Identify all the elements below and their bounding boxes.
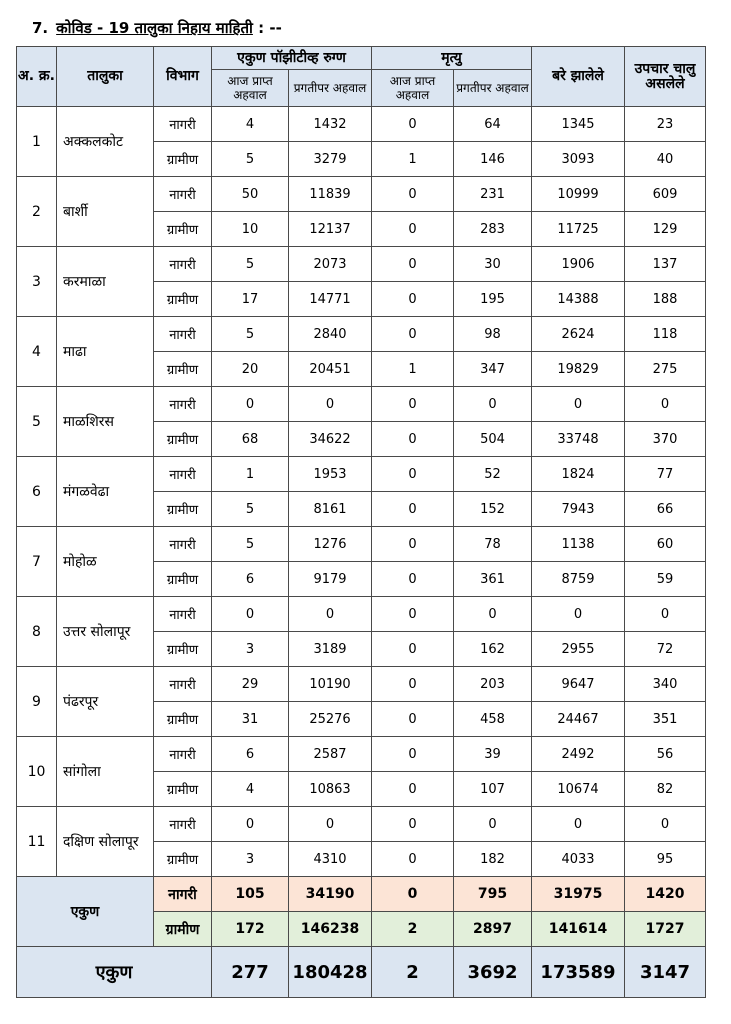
table-row (17, 597, 706, 632)
cell-urban: 231 (454, 177, 532, 212)
cell-rural: 5 (212, 492, 289, 527)
grand-total-cell: 277 (212, 947, 289, 998)
section-heading (32, 18, 282, 38)
grand-total-cell: 180428 (289, 947, 372, 998)
cell-urban: 0 (289, 387, 372, 422)
cell-urban: 0 (372, 387, 454, 422)
cell-rural: 3189 (289, 632, 372, 667)
table-row (17, 177, 706, 212)
header-deaths-progressive: प्रगतीपर अहवाल (454, 70, 532, 107)
cell-rural: 24467 (532, 702, 625, 737)
cell-rural: 9179 (289, 562, 372, 597)
row-sr: 3 (17, 247, 57, 317)
table-row (17, 387, 706, 422)
cell-urban: 0 (454, 807, 532, 842)
table-row (17, 457, 706, 492)
row-sr: 6 (17, 457, 57, 527)
cell-urban: 0 (532, 807, 625, 842)
cell-rural: 0 (372, 212, 454, 247)
cell-rural: 33748 (532, 422, 625, 457)
row-taluka: माढा (57, 317, 154, 387)
cell-rural: 59 (625, 562, 706, 597)
cell-urban: 203 (454, 667, 532, 702)
row-sr: 1 (17, 107, 57, 177)
cell-rural: 0 (372, 492, 454, 527)
cell-rural: 4310 (289, 842, 372, 877)
header-taluka: तालुका (57, 47, 154, 107)
header-positive: एकुण पॉझीटीव्ह रुग्ण (212, 47, 372, 70)
cell-rural: 182 (454, 842, 532, 877)
grand-total-row (17, 947, 706, 998)
cell-urban: 0 (454, 387, 532, 422)
cell-urban: 0 (372, 247, 454, 282)
cell-rural: 0 (372, 562, 454, 597)
total-cell-rural: 1727 (625, 912, 706, 947)
cell-urban: 0 (372, 667, 454, 702)
cell-rural: 12137 (289, 212, 372, 247)
total-cell-rural: 2 (372, 912, 454, 947)
header-positive-progressive: प्रगतीपर अहवाल (289, 70, 372, 107)
cell-urban: 0 (372, 177, 454, 212)
row-vibhag-rural: ग्रामीण (154, 212, 212, 247)
cell-rural: 162 (454, 632, 532, 667)
cell-urban: 77 (625, 457, 706, 492)
cell-rural: 25276 (289, 702, 372, 737)
cell-rural: 14388 (532, 282, 625, 317)
cell-rural: 10674 (532, 772, 625, 807)
row-vibhag-urban: नागरी (154, 177, 212, 212)
cell-rural: 4033 (532, 842, 625, 877)
row-vibhag-urban: नागरी (154, 667, 212, 702)
row-vibhag-rural: ग्रामीण (154, 702, 212, 737)
header-positive-today: आज प्राप्त अहवाल (212, 70, 289, 107)
cell-urban: 0 (372, 317, 454, 352)
cell-urban: 0 (212, 807, 289, 842)
cell-rural: 31 (212, 702, 289, 737)
cell-urban: 0 (372, 737, 454, 772)
row-sr: 5 (17, 387, 57, 457)
section-number: 7. (32, 19, 49, 37)
total-cell-urban: 105 (212, 877, 289, 912)
cell-urban: 1138 (532, 527, 625, 562)
total-cell-urban: 0 (372, 877, 454, 912)
cell-urban: 0 (625, 597, 706, 632)
row-taluka: मंगळवेढा (57, 457, 154, 527)
cell-rural: 66 (625, 492, 706, 527)
cell-rural: 152 (454, 492, 532, 527)
header-deaths: मृत्यु (372, 47, 532, 70)
table-row (17, 247, 706, 282)
grand-total-cell: 173589 (532, 947, 625, 998)
cell-urban: 30 (454, 247, 532, 282)
row-vibhag-rural: ग्रामीण (154, 142, 212, 177)
cell-urban: 10999 (532, 177, 625, 212)
cell-rural: 1 (372, 142, 454, 177)
total-vibhag-urban: नागरी (154, 877, 212, 912)
total-cell-urban: 34190 (289, 877, 372, 912)
row-vibhag-urban: नागरी (154, 737, 212, 772)
cell-rural: 195 (454, 282, 532, 317)
cell-rural: 5 (212, 142, 289, 177)
table-row (17, 527, 706, 562)
cell-rural: 2955 (532, 632, 625, 667)
row-taluka: दक्षिण सोलापूर (57, 807, 154, 877)
cell-urban: 0 (372, 597, 454, 632)
cell-urban: 5 (212, 527, 289, 562)
cell-urban: 0 (454, 597, 532, 632)
total-cell-urban: 31975 (532, 877, 625, 912)
cell-rural: 4 (212, 772, 289, 807)
total-cell-rural: 172 (212, 912, 289, 947)
header-vibhag: विभाग (154, 47, 212, 107)
cell-rural: 82 (625, 772, 706, 807)
row-sr: 9 (17, 667, 57, 737)
row-taluka: उत्तर सोलापूर (57, 597, 154, 667)
cell-urban: 0 (625, 807, 706, 842)
cell-urban: 39 (454, 737, 532, 772)
cell-urban: 1 (212, 457, 289, 492)
row-taluka: बार्शी (57, 177, 154, 247)
row-vibhag-urban: नागरी (154, 317, 212, 352)
cell-urban: 2624 (532, 317, 625, 352)
cell-rural: 188 (625, 282, 706, 317)
cell-urban: 6 (212, 737, 289, 772)
cell-urban: 56 (625, 737, 706, 772)
cell-urban: 4 (212, 107, 289, 142)
taluka-covid-table (16, 46, 706, 998)
row-vibhag-rural: ग्रामीण (154, 282, 212, 317)
row-vibhag-urban: नागरी (154, 807, 212, 842)
row-vibhag-rural: ग्रामीण (154, 772, 212, 807)
cell-urban: 5 (212, 247, 289, 282)
cell-urban: 0 (372, 107, 454, 142)
total-cell-rural: 146238 (289, 912, 372, 947)
cell-rural: 20451 (289, 352, 372, 387)
cell-urban: 29 (212, 667, 289, 702)
row-sr: 10 (17, 737, 57, 807)
row-vibhag-rural: ग्रामीण (154, 632, 212, 667)
table-row (17, 807, 706, 842)
row-sr: 8 (17, 597, 57, 667)
cell-rural: 504 (454, 422, 532, 457)
cell-rural: 0 (372, 632, 454, 667)
cell-rural: 351 (625, 702, 706, 737)
cell-rural: 370 (625, 422, 706, 457)
cell-urban: 609 (625, 177, 706, 212)
grand-total-cell: 2 (372, 947, 454, 998)
row-taluka: पंढरपूर (57, 667, 154, 737)
cell-urban: 0 (212, 597, 289, 632)
cell-rural: 40 (625, 142, 706, 177)
cell-urban: 1345 (532, 107, 625, 142)
cell-rural: 361 (454, 562, 532, 597)
cell-urban: 64 (454, 107, 532, 142)
cell-urban: 10190 (289, 667, 372, 702)
cell-rural: 72 (625, 632, 706, 667)
row-taluka: सांगोला (57, 737, 154, 807)
row-sr: 2 (17, 177, 57, 247)
section-title: कोविड - 19 तालुका निहाय माहिती (56, 19, 253, 37)
row-taluka: माळशिरस (57, 387, 154, 457)
cell-rural: 14771 (289, 282, 372, 317)
grand-total-cell: 3692 (454, 947, 532, 998)
row-taluka: अक्कलकोट (57, 107, 154, 177)
cell-urban: 1824 (532, 457, 625, 492)
cell-rural: 3 (212, 842, 289, 877)
cell-rural: 107 (454, 772, 532, 807)
cell-urban: 0 (625, 387, 706, 422)
row-sr: 7 (17, 527, 57, 597)
header-deaths-today: आज प्राप्त अहवाल (372, 70, 454, 107)
row-vibhag-urban: नागरी (154, 387, 212, 422)
cell-rural: 347 (454, 352, 532, 387)
cell-urban: 1276 (289, 527, 372, 562)
total-cell-rural: 141614 (532, 912, 625, 947)
row-taluka: करमाळा (57, 247, 154, 317)
cell-urban: 9647 (532, 667, 625, 702)
cell-urban: 5 (212, 317, 289, 352)
row-vibhag-rural: ग्रामीण (154, 562, 212, 597)
cell-rural: 458 (454, 702, 532, 737)
cell-rural: 0 (372, 422, 454, 457)
row-vibhag-rural: ग्रामीण (154, 422, 212, 457)
cell-rural: 6 (212, 562, 289, 597)
table-row (17, 667, 706, 702)
cell-urban: 0 (289, 807, 372, 842)
cell-urban: 98 (454, 317, 532, 352)
cell-urban: 0 (532, 597, 625, 632)
cell-urban: 2073 (289, 247, 372, 282)
cell-rural: 129 (625, 212, 706, 247)
row-vibhag-urban: नागरी (154, 597, 212, 632)
cell-rural: 283 (454, 212, 532, 247)
cell-urban: 2840 (289, 317, 372, 352)
cell-urban: 137 (625, 247, 706, 282)
total-row-urban (17, 877, 706, 912)
cell-rural: 10 (212, 212, 289, 247)
cell-urban: 1906 (532, 247, 625, 282)
cell-rural: 34622 (289, 422, 372, 457)
cell-urban: 0 (372, 527, 454, 562)
cell-rural: 275 (625, 352, 706, 387)
cell-rural: 0 (372, 702, 454, 737)
cell-urban: 11839 (289, 177, 372, 212)
total-cell-rural: 2897 (454, 912, 532, 947)
cell-rural: 11725 (532, 212, 625, 247)
cell-rural: 1 (372, 352, 454, 387)
cell-urban: 60 (625, 527, 706, 562)
row-vibhag-rural: ग्रामीण (154, 842, 212, 877)
cell-urban: 2587 (289, 737, 372, 772)
cell-rural: 0 (372, 772, 454, 807)
cell-urban: 0 (212, 387, 289, 422)
row-vibhag-rural: ग्रामीण (154, 492, 212, 527)
cell-rural: 20 (212, 352, 289, 387)
cell-urban: 1432 (289, 107, 372, 142)
grand-total-cell: 3147 (625, 947, 706, 998)
cell-urban: 0 (372, 457, 454, 492)
cell-rural: 8161 (289, 492, 372, 527)
cell-urban: 78 (454, 527, 532, 562)
cell-urban: 0 (289, 597, 372, 632)
cell-rural: 68 (212, 422, 289, 457)
section-suffix: : -- (252, 19, 282, 37)
cell-rural: 0 (372, 842, 454, 877)
cell-rural: 19829 (532, 352, 625, 387)
cell-rural: 7943 (532, 492, 625, 527)
table-row (17, 107, 706, 142)
cell-urban: 0 (532, 387, 625, 422)
total-vibhag-rural: ग्रामीण (154, 912, 212, 947)
cell-urban: 1953 (289, 457, 372, 492)
grand-total-label: एकुण (17, 947, 212, 998)
total-label: एकुण (17, 877, 154, 947)
row-vibhag-urban: नागरी (154, 107, 212, 142)
row-vibhag-urban: नागरी (154, 527, 212, 562)
cell-rural: 10863 (289, 772, 372, 807)
cell-rural: 0 (372, 282, 454, 317)
total-cell-urban: 795 (454, 877, 532, 912)
cell-rural: 95 (625, 842, 706, 877)
row-sr: 11 (17, 807, 57, 877)
cell-rural: 3279 (289, 142, 372, 177)
header-recovered: बरे झालेले (532, 47, 625, 107)
cell-rural: 8759 (532, 562, 625, 597)
cell-urban: 2492 (532, 737, 625, 772)
cell-urban: 52 (454, 457, 532, 492)
cell-rural: 17 (212, 282, 289, 317)
header-active: उपचार चालु असलेले (625, 47, 706, 107)
row-vibhag-urban: नागरी (154, 457, 212, 492)
row-taluka: मोहोळ (57, 527, 154, 597)
cell-rural: 3093 (532, 142, 625, 177)
table-row (17, 737, 706, 772)
cell-urban: 50 (212, 177, 289, 212)
row-sr: 4 (17, 317, 57, 387)
header-sr: अ. क्र. (17, 47, 57, 107)
cell-urban: 0 (372, 807, 454, 842)
cell-urban: 23 (625, 107, 706, 142)
cell-rural: 3 (212, 632, 289, 667)
row-vibhag-urban: नागरी (154, 247, 212, 282)
total-cell-urban: 1420 (625, 877, 706, 912)
cell-urban: 118 (625, 317, 706, 352)
table-row (17, 317, 706, 352)
row-vibhag-rural: ग्रामीण (154, 352, 212, 387)
cell-rural: 146 (454, 142, 532, 177)
cell-urban: 340 (625, 667, 706, 702)
